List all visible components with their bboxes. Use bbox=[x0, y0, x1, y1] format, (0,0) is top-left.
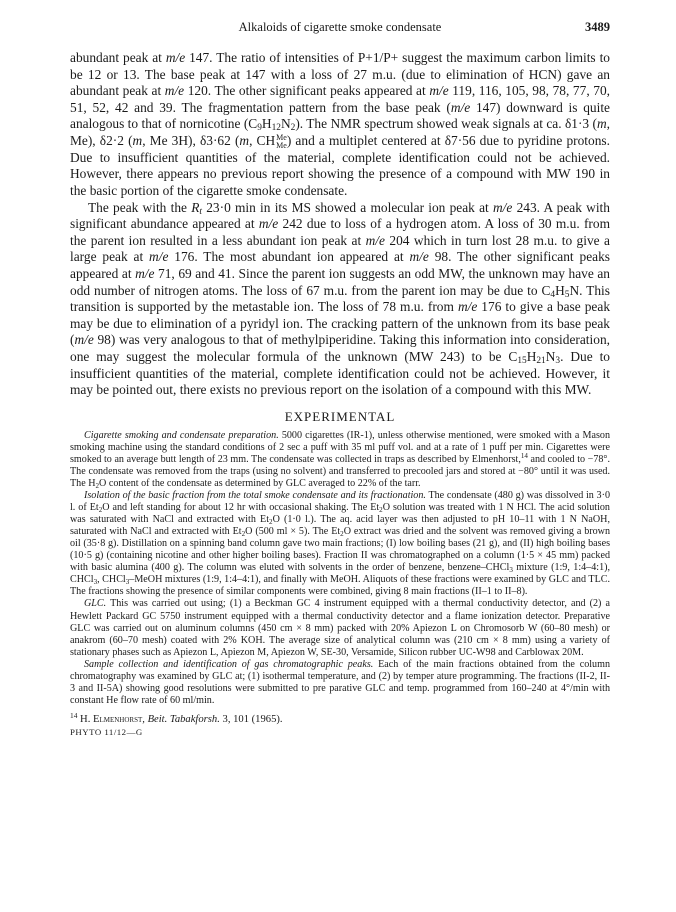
running-header bbox=[70, 20, 610, 38]
exp-paragraph-2: Isolation of the basic fraction from the total smoke condensate and its fractionation. The condensate (480 g) was dissolved in 3·0 l. of $Et_2O$ and left standing for about 12 hr with occasional shaking. The $Et_2O$ solution was treated with 1 N HCl. The acid solution was saturated with NaCl and extracted with $Et_2O$ (1·0 l.). The aq. acid layer was then adjusted to pH 10–11 with 1 N NaOH, saturated with NaCl and extracted with $Et_2O$ (500 ml × 5). The $Et_2O$ extract was dried and the solvent was removed giving a brown oil (35·8 g). Distillation on a spinning band column gave two main fractions; (I) low boiling bases (21 g), and (II) high boiling bases (10·5 g) (containing nicotine and other higher boiling bases). Fraction II was chromatographed on a column (1·5 × 45 mm) packed with basic alumina (400 g). The column was eluted with solvents in the order of benzene, benzene–CHCl$_3$ mixture (1:9, 1:4–4:1), CHCl$_3$, CHCl$_3$–MeOH mixtures (1:9, 1:4–4:1), and finally with MeOH. Aliquots of these fractions were examined by GLC and TLC. The fractions showing the presence of similar components were combined, giving 8 main fractions (II–1 to II–8). bbox=[70, 490, 611, 598]
footnote: $^{14}$ H. Elmenhorst, Beit. Tabakforsh. 3, 101 (1965). bbox=[70, 710, 283, 725]
exp-paragraph-1: Cigarette smoking and condensate preparation. 5000 cigarettes (IR-1), unless otherwise mentioned, were smoked with a Mason smoking machine using the standard conditions of 2 sec a puff with 35 ml puff vol. and at a rate of 1 puff per min. Cigarettes were smoked to an average butt length of 23 mm. The condensate was collected in traps as described by Elmenhorst,$^{14}$ and cooled to −78°. The condensate was removed from the traps (using no solvent) and transferred to precooled jars and stored at −80° until it was used. The $H_2O$ content of the condensate as determined by GLC averaged to 22% of the tarr. bbox=[70, 429, 610, 490]
paragraph-1: abundant peak at m/e 147. The ratio of intensities of P+1/P+ suggest the maximum carbon limits to be 12 or 13. The base peak at 147 with a loss of 27 m.u. (due to elimination of HCN) gave an abundant peak at m/e 120. The other significant peaks appeared at m/e 119, 116, 105, 98, 78, 77, 70, 51, 52, 42 and 39. The fragmentation pattern from the base peak (m/e 147) downward is quite analogous to that of nornicotine $(C_9H_{12}N_2)$. The NMR spectrum showed weak signals at ca. δ1·3 (m, Me), δ2·2 (m, Me 3H), δ3·62 (m, CH Me Me ) and a multiplet centered at δ7·56 due to pyridine protons. Due to insufficient quantities of the material, complete identification could not be achieved. However, there appears no previous report showing the presence of a compound with MW 190 in the basic portion of the cigarette smoke condensate. bbox=[70, 50, 611, 199]
exp-paragraph-3: GLC. This was carried out using; (1) a Beckman GC 4 instrument equipped with a thermal conductivity detector, and (2) a Hewlett Packard GC 5750 instrument equipped with a thermal conductivity detector and a flame ionization detector. Preparative GLC was carried out on aluminum columns (450 cm × 8 mm) packed with 20% Apiezon L on Chromosorb W (60–80 mesh) or anakrom (60–70 mesh) coated with 2% KOH. The average size of analytical column was (210 cm × 8 mm) using a variety of stationary phases such as Apiezon L, Apiezon M, Apiezon W, SE-30, Versamide, Silicon rubber UC-W98 and Carblowax 20M. bbox=[70, 598, 610, 658]
page-number: 3489 bbox=[585, 20, 610, 34]
journal-code: PHYTO 11/12—G bbox=[70, 726, 143, 737]
exp-paragraph-4: Sample collection and identification of gas chromatographic peaks. Each of the main fractions obtained from the column chromatography was examined by GLC at; (1) isothermal temperature, and (2) by temper ature programming. The fractions (II-2, II-3 and II-5A) showing good resolutions were submitted to pre parative GLC and temp. programmed from 160–240 at 4°/min with constant He flow rate of 60 ml/min. bbox=[70, 658, 610, 706]
paragraph-2: The peak with the $R_t$ 23·0 min in its MS showed a molecular ion peak at m/e 243. A peak with significant abundance appeared at m/e 242 due to loss of a hydrogen atom. A loss of 30 m.u. from the parent ion resulted in a less abundant ion peak at m/e 204 which in turn lost 28 m.u. to give a large peak at m/e 176. The most abundant ion appeared at m/e 98. The other significant peaks appeared at m/e 71, 69 and 41. Since the parent ion suggests an odd MW, the unknown may have an odd number of nitrogen atoms. The loss of 67 m.u. from the parent ion may be due to $C_4H_5N$. This transition is supported by the metastable ion. The loss of 78 m.u. from m/e 176 to give a base peak may be due to elimination of a pyridyl ion. The cracking pattern of the unknown from its base peak (m/e 98) was very analogous to that of methylpiperidine. Taking this information into consideration, one may suggest the molecular formula of the unknown (MW 243) to be $C_{15}H_{21}N_3$. Due to insufficient quantities of the material, complete identification could not be achieved. However, it may be pointed out, there exists no previous report on the isolation of a compound with this MW. bbox=[70, 199, 611, 398]
section-heading: EXPERIMENTAL bbox=[284, 408, 396, 424]
main-text bbox=[70, 50, 610, 399]
experimental-text bbox=[70, 430, 610, 707]
page bbox=[70, 20, 610, 737]
running-title: Alkaloids of cigarette smoke condensate bbox=[238, 20, 442, 34]
ch-me-me-fraction: Me Me bbox=[276, 132, 287, 150]
